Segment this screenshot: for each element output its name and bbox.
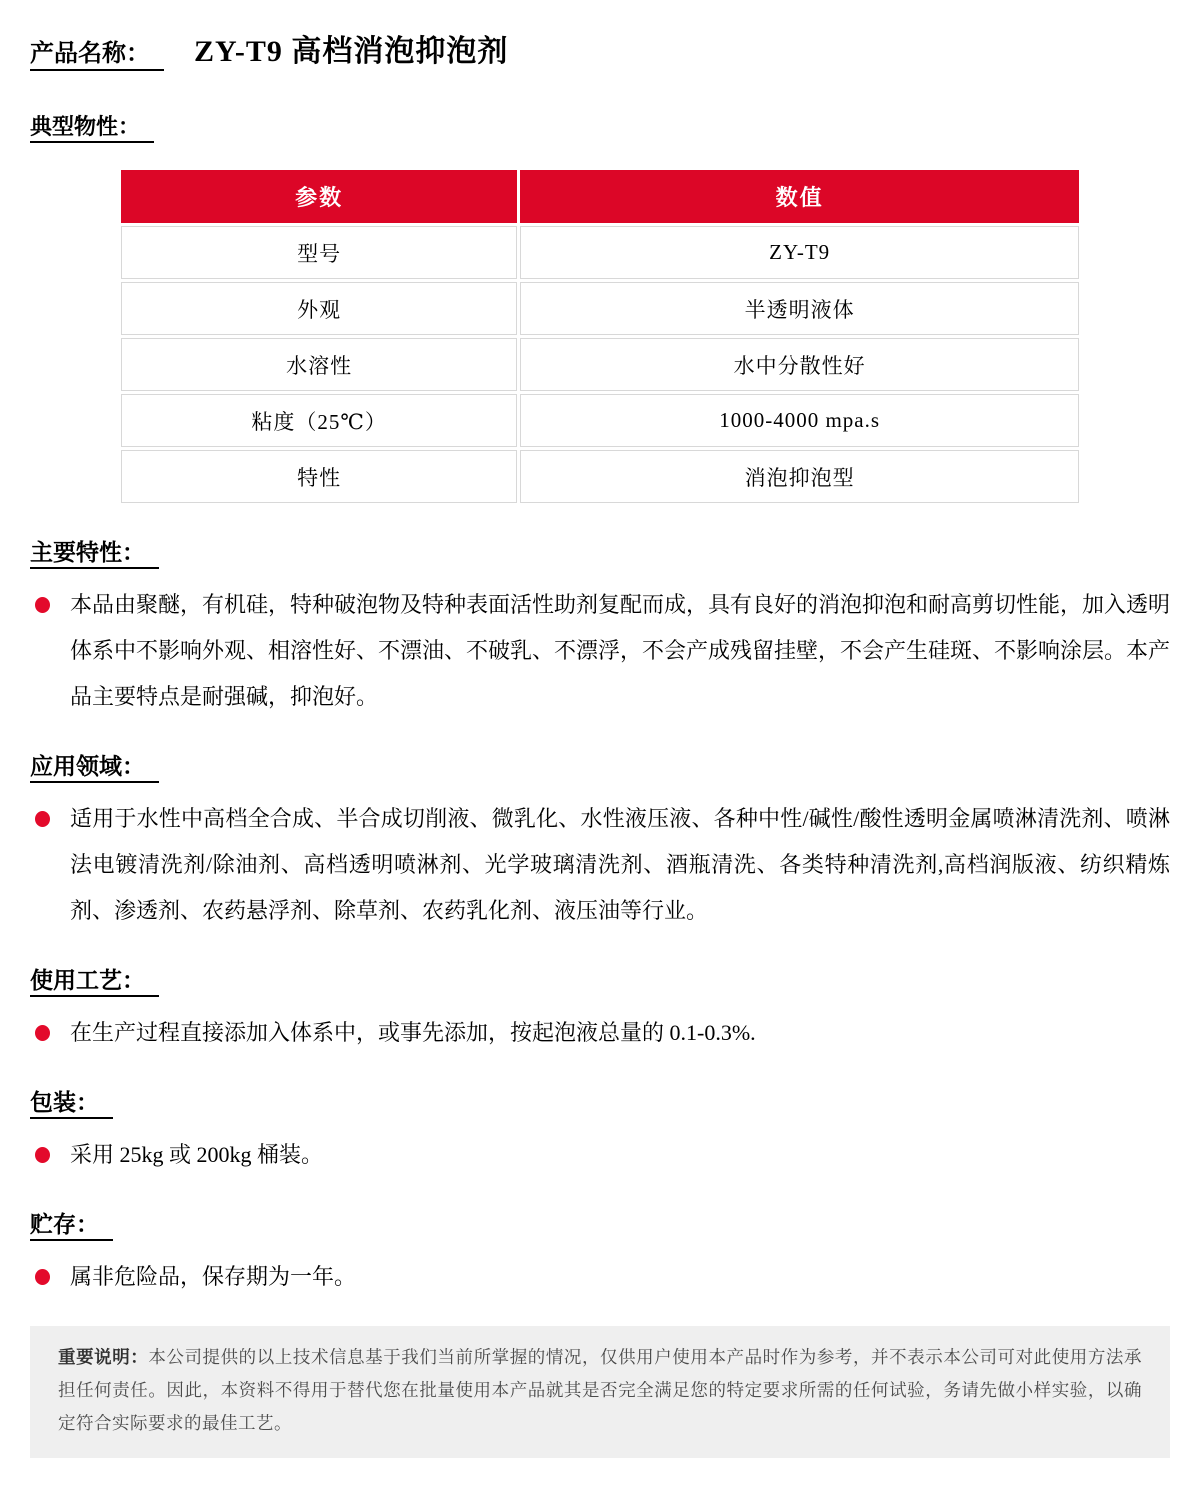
section-heading-label: 使用工艺： (30, 968, 159, 997)
packaging-list (30, 1132, 1170, 1178)
table-row-water-solubility (121, 338, 1079, 391)
list-item (30, 796, 1170, 934)
properties-table-body (121, 226, 1079, 503)
section-heading-typical-properties (30, 112, 1170, 142)
disclaimer-paragraph (58, 1341, 1142, 1440)
disclaimer-label: 重要说明： (58, 1347, 149, 1367)
param-cell: 粘度（25℃） (121, 394, 517, 447)
table-header-value: 数值 (520, 170, 1079, 223)
bullet-icon (35, 811, 50, 827)
properties-table (118, 167, 1082, 506)
section-heading-main-features (30, 538, 1170, 568)
value-cell: 消泡抑泡型 (520, 450, 1079, 503)
section-heading-label: 主要特性： (30, 540, 159, 569)
main-features-list (30, 582, 1170, 720)
section-heading-label: 包装： (30, 1090, 113, 1119)
bullet-icon (35, 1147, 50, 1163)
table-row-model (121, 226, 1079, 279)
bullet-icon (35, 1025, 50, 1041)
table-header-parameter: 参数 (121, 170, 517, 223)
page-title: ZY-T9 高档消泡抑泡剂 (194, 35, 509, 68)
table-row-appearance (121, 282, 1079, 335)
param-cell: 特性 (121, 450, 517, 503)
value-cell: ZY-T9 (520, 226, 1079, 279)
section-heading-label: 应用领域： (30, 754, 159, 783)
list-item-text: 适用于水性中高档全合成、半合成切削液、微乳化、水性液压液、各种中性/碱性/酸性透明金属喷淋清洗剂、喷淋法电镀清洗剂/除油剂、高档透明喷淋剂、光学玻璃清洗剂、酒瓶清洗、各类特种清洗剂,高档润版液、纺织精炼剂、渗透剂、农药悬浮剂、除草剂、农药乳化剂、液压油等行业。 (70, 806, 1170, 923)
doc-header (30, 26, 1170, 70)
product-name-label: 产品名称： (30, 41, 164, 71)
param-cell: 型号 (121, 226, 517, 279)
value-cell: 水中分散性好 (520, 338, 1079, 391)
value-cell: 1000-4000 mpa.s (520, 394, 1079, 447)
properties-table-head (121, 170, 1079, 223)
list-item (30, 1132, 1170, 1178)
section-heading-label: 典型物性： (30, 114, 154, 143)
list-item-text: 属非危险品，保存期为一年。 (70, 1264, 357, 1289)
list-item-text: 在生产过程直接添加入体系中，或事先添加，按起泡液总量的 0.1-0.3%. (70, 1020, 756, 1045)
list-item-text: 采用 25kg 或 200kg 桶装。 (70, 1142, 324, 1167)
bullet-icon (35, 1269, 50, 1285)
table-header-row (121, 170, 1079, 223)
param-cell: 外观 (121, 282, 517, 335)
disclaimer-text: 本公司提供的以上技术信息基于我们当前所掌握的情况，仅供用户使用本产品时作为参考，并不表示本公司可对此使用方法承担任何责任。因此，本资料不得用于替代您在批量使用本产品就其是否完全满足您的特定要求所需的任何试验，务请先做小样实验，以确定符合实际要求的最佳工艺。 (58, 1347, 1143, 1433)
value-cell: 半透明液体 (520, 282, 1079, 335)
list-item-text: 本品由聚醚，有机硅，特种破泡物及特种表面活性助剂复配而成，具有良好的消泡抑泡和耐高剪切性能，加入透明体系中不影响外观、相溶性好、不漂油、不破乳、不漂浮，不会产成残留挂壁，不会产生硅斑、不影响涂层。本产品主要特点是耐强碱，抑泡好。 (70, 592, 1171, 709)
list-item (30, 1254, 1170, 1300)
table-row-viscosity (121, 394, 1079, 447)
section-heading-label: 贮存： (30, 1212, 113, 1241)
list-item (30, 582, 1170, 720)
section-heading-storage (30, 1210, 1170, 1240)
section-heading-applications (30, 752, 1170, 782)
bullet-icon (35, 597, 50, 613)
section-heading-packaging (30, 1088, 1170, 1118)
list-item (30, 1010, 1170, 1056)
applications-list (30, 796, 1170, 934)
table-row-characteristic (121, 450, 1079, 503)
usage-process-list (30, 1010, 1170, 1056)
section-heading-usage-process (30, 966, 1170, 996)
param-cell: 水溶性 (121, 338, 517, 391)
storage-list (30, 1254, 1170, 1300)
disclaimer-box (30, 1326, 1170, 1458)
